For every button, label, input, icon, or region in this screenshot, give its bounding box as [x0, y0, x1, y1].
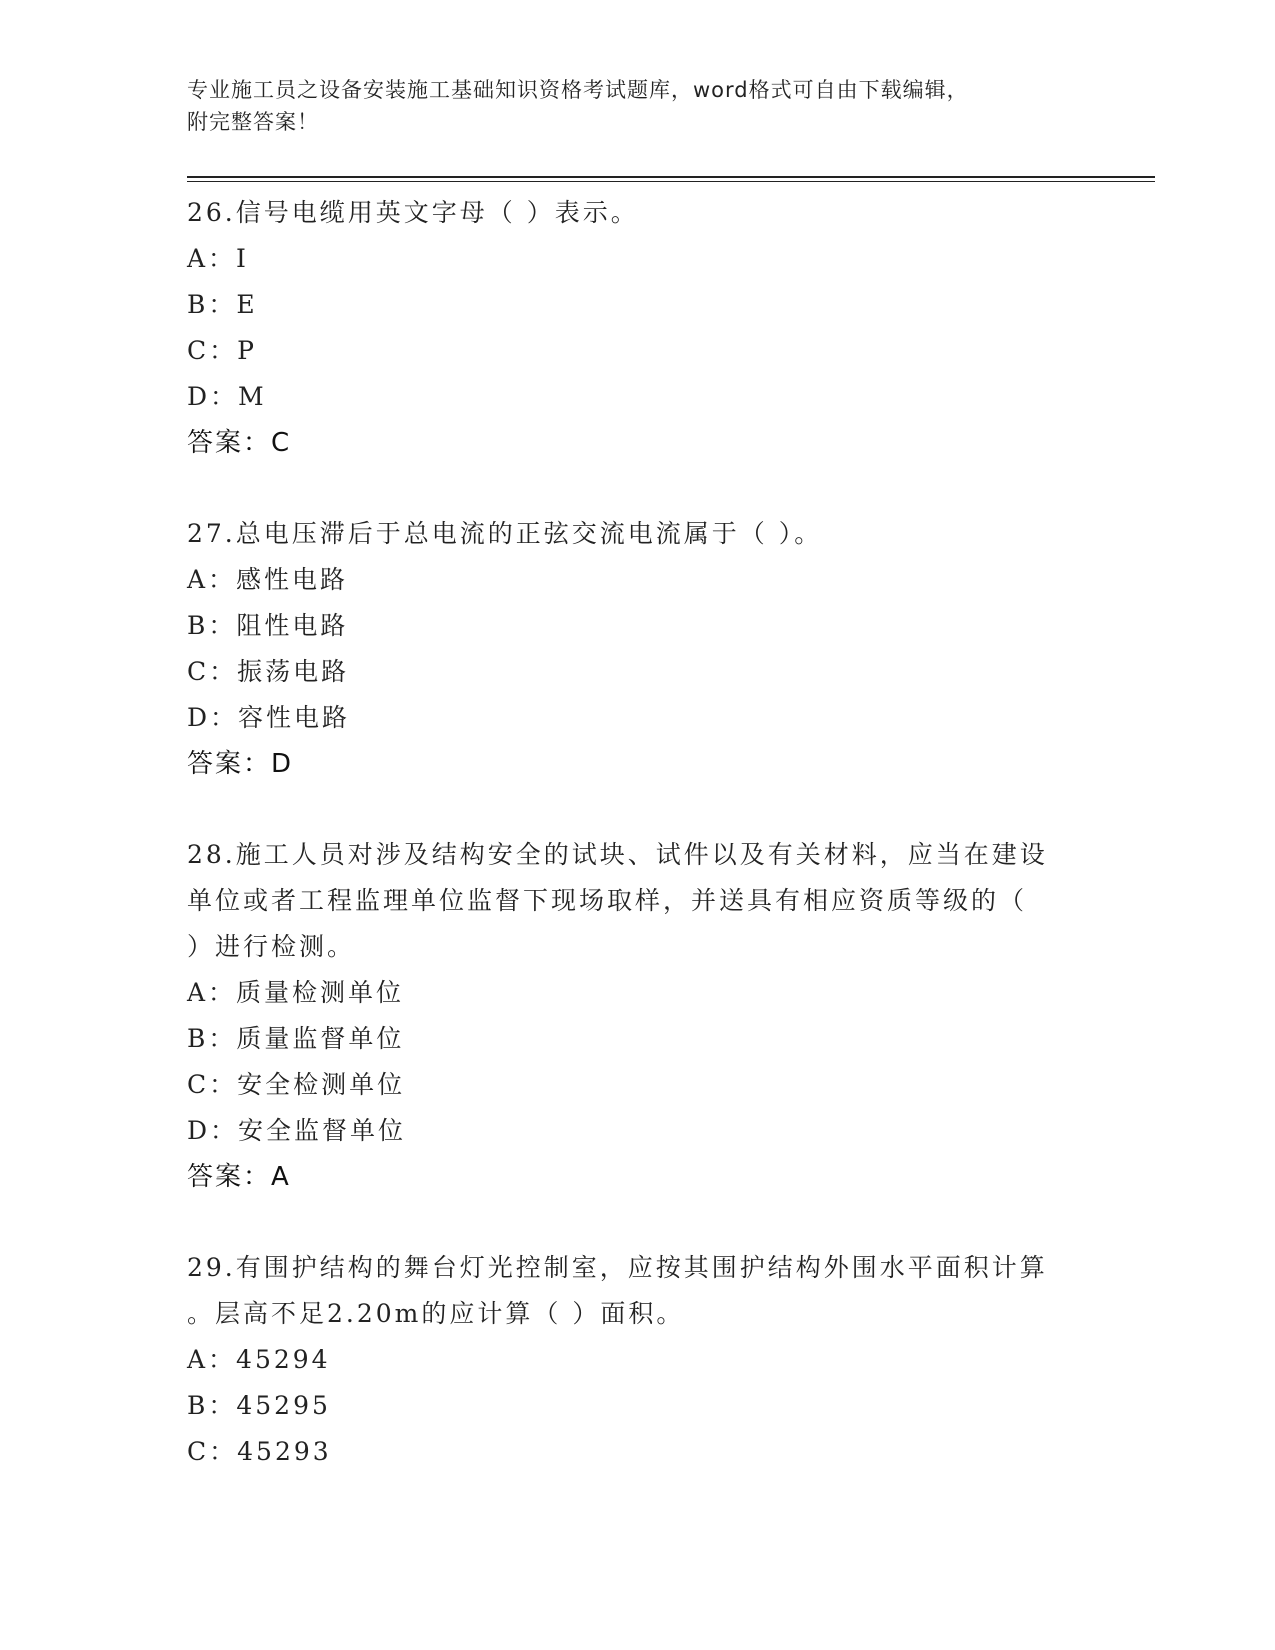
question-29	[187, 1245, 1067, 1475]
header-divider-thick	[187, 176, 1155, 178]
question-26	[187, 190, 1067, 466]
question-28	[187, 832, 1067, 1200]
option-d: D：M	[187, 382, 267, 411]
question-stem-line-2: 单位或者工程监理单位监督下现场取样，并送具有相应资质等级的（	[187, 886, 1028, 915]
option-b: B：质量监督单位	[187, 1024, 405, 1053]
option-c: C：P	[187, 336, 257, 365]
question-stem-line-3: ）进行检测。	[187, 932, 356, 961]
header-divider-thin	[187, 181, 1155, 182]
question-list	[187, 190, 1067, 1520]
option-c: C：45293	[187, 1437, 332, 1466]
question-stem: 27.总电压滞后于总电流的正弦交流电流属于（ ）。	[187, 519, 823, 548]
option-c: C：安全检测单位	[187, 1070, 406, 1099]
option-a: A：质量检测单位	[187, 978, 405, 1007]
option-a: A：45294	[187, 1345, 331, 1374]
header-line-1: 专业施工员之设备安装施工基础知识资格考试题库，word格式可自由下载编辑，	[187, 78, 969, 102]
question-stem-line-1: 29.有围护结构的舞台灯光控制室，应按其围护结构外围水平面积计算	[187, 1253, 1048, 1282]
document-header	[187, 74, 1067, 138]
question-stem: 26.信号电缆用英文字母（ ）表示。	[187, 198, 639, 227]
question-stem-line-2: 。层高不足2.20m的应计算（ ）面积。	[187, 1299, 685, 1328]
option-d: D：安全监督单位	[187, 1116, 407, 1145]
option-b: B：45295	[187, 1391, 331, 1420]
question-27	[187, 511, 1067, 787]
option-a: A：I	[187, 244, 249, 273]
answer-line: 答案：A	[187, 1162, 291, 1192]
answer-line: 答案：D	[187, 749, 294, 779]
option-c: C：振荡电路	[187, 657, 350, 686]
option-b: B：E	[187, 290, 258, 319]
option-b: B：阻性电路	[187, 611, 349, 640]
option-a: A：感性电路	[187, 565, 349, 594]
question-stem-line-1: 28.施工人员对涉及结构安全的试块、试件以及有关材料，应当在建设	[187, 840, 1048, 869]
answer-line: 答案：C	[187, 428, 292, 458]
header-line-2: 附完整答案！	[187, 110, 319, 134]
option-d: D：容性电路	[187, 703, 351, 732]
